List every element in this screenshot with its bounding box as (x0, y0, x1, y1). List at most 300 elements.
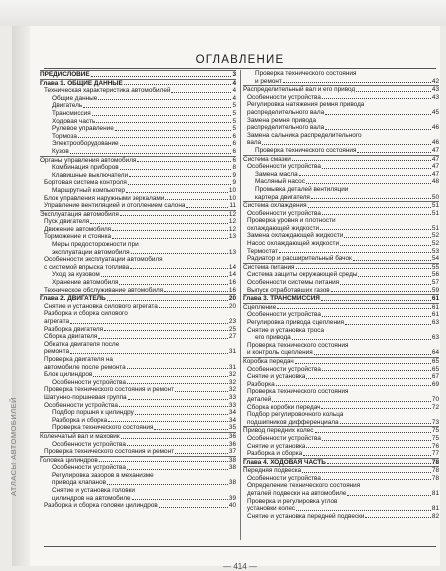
toc-entry (243, 232, 439, 240)
dot-leader (306, 447, 430, 448)
toc-entry-page: 56 (431, 271, 439, 279)
toc-entry (40, 464, 236, 472)
dot-leader (322, 370, 431, 371)
dot-leader (120, 145, 232, 146)
toc-entry (40, 210, 236, 219)
toc-entry (243, 132, 439, 140)
dot-leader (272, 401, 431, 402)
toc-entry-title: Подбор поршня к цилиндру (52, 409, 134, 417)
dot-leader (347, 495, 430, 496)
toc-entry-page: 37 (228, 448, 236, 456)
toc-entry-page: 67 (431, 373, 439, 381)
toc-entry (243, 482, 439, 490)
toc-entry (40, 479, 236, 487)
dot-leader (83, 107, 231, 108)
toc-entry-title: Проверка технического состояния (255, 146, 357, 154)
dot-leader (127, 368, 228, 369)
toc-entry (243, 458, 439, 467)
dot-leader (296, 268, 431, 269)
book-page (9, 26, 440, 571)
dot-leader (112, 238, 228, 239)
toc-entry-title: Особенности устройства (247, 365, 321, 373)
toc-entry-page: 13 (228, 233, 236, 241)
toc-entry-title: Замена ремня привода (247, 116, 317, 124)
toc-entry-page: 27 (228, 333, 236, 341)
toc-entry-page: 25 (228, 325, 236, 333)
toc-entry-page: 63 (431, 319, 439, 326)
toc-entry (40, 125, 236, 133)
toc-entry-title: с системой впрыска топлива (44, 263, 130, 271)
toc-entry (40, 256, 236, 264)
toc-heading: ОГЛАВЛЕНИЕ (195, 54, 285, 66)
toc-entry-page: 13 (228, 248, 236, 256)
toc-entry-title: Особенности устройства (52, 440, 126, 448)
toc-entry (40, 348, 236, 356)
toc-entry-title: Особенности устройства (247, 163, 321, 171)
dot-leader (115, 130, 232, 131)
toc-entry (40, 356, 236, 364)
dot-leader (292, 339, 431, 340)
toc-entry (40, 487, 236, 495)
toc-entry-page: 47 (431, 163, 439, 171)
toc-entry-page: 10 (228, 194, 236, 202)
dot-leader (302, 472, 431, 473)
dot-leader (120, 169, 232, 170)
toc-entry-page: 9 (232, 171, 236, 179)
toc-entry-page: 77 (431, 450, 439, 458)
toc-entry-page: 51 (431, 224, 439, 232)
toc-entry-page: 61 (431, 311, 439, 319)
dot-leader (90, 223, 228, 224)
toc-entry-title: агрегата (44, 318, 70, 325)
toc-entry (243, 388, 439, 396)
toc-entry (243, 342, 439, 350)
toc-entry-title: подшипников дифференциала (247, 418, 339, 426)
toc-entry-title: Снятие и установка (247, 442, 306, 450)
toc-entry-page: 34 (228, 416, 236, 424)
toc-entry-title: Система охлаждения (243, 202, 307, 210)
dot-leader (91, 76, 232, 77)
toc-entry-title: Особенности устройства (247, 311, 321, 319)
dot-leader (276, 385, 431, 386)
toc-entry-title: Техническая характеристика автомобилей (44, 87, 171, 95)
toc-entry-page: 14 (228, 263, 236, 271)
toc-entry (40, 233, 236, 241)
dot-leader (127, 469, 228, 470)
dot-leader (296, 510, 431, 511)
toc-entry-title: Глава 1. ОБЩИЕ ДАННЫЕ (40, 79, 123, 87)
toc-entry-title: Регулировка натяжения ремня привода (247, 101, 365, 109)
toc-entry (243, 466, 439, 475)
toc-entry (243, 404, 439, 412)
toc-entry-title: эксплуатации автомобиля (52, 248, 130, 256)
toc-entry (243, 139, 439, 147)
dot-leader (119, 284, 227, 285)
toc-entry (40, 333, 236, 341)
dot-leader (159, 507, 228, 508)
toc-entry-title: Маршрутный компьютер (52, 186, 125, 194)
dot-leader (128, 399, 228, 400)
toc-entry-page: 6 (232, 147, 236, 155)
toc-entry (40, 386, 236, 394)
toc-entry-title: Проверка и регулировка углов (247, 497, 338, 505)
toc-entry-title: Движение автомобиля (44, 225, 112, 233)
toc-entry-page: 42 (431, 77, 439, 85)
toc-entry-page: 38 (228, 464, 236, 472)
dot-leader (107, 484, 228, 485)
toc-entry-page: 50 (431, 193, 439, 201)
toc-entry (40, 371, 236, 379)
toc-entry (243, 498, 439, 506)
toc-entry-page: 54 (431, 255, 439, 263)
toc-entry-title: вала (247, 139, 262, 147)
dot-leader (308, 207, 431, 208)
toc-entry (243, 147, 439, 155)
toc-entry (243, 194, 439, 202)
dot-leader (175, 453, 228, 454)
dot-leader (159, 307, 228, 308)
toc-entry (243, 357, 439, 366)
toc-entry-title: Разборка и сборка (247, 450, 303, 458)
toc-entry-page: 12 (228, 225, 236, 233)
toc-entry (243, 255, 439, 263)
dot-leader (358, 276, 430, 277)
toc-entry (40, 379, 236, 387)
toc-entry-page: 16 (228, 286, 236, 294)
toc-entry (40, 409, 236, 417)
toc-entry (243, 475, 439, 483)
toc-entry-title: Техническое обслуживание автомобиля (44, 286, 164, 294)
toc-entry (40, 424, 236, 432)
toc-entry-title: Термостат (247, 247, 278, 255)
toc-entry (40, 218, 236, 226)
dot-leader (295, 363, 431, 364)
dot-leader (331, 291, 431, 292)
dot-leader (119, 406, 228, 407)
toc-entry-title: Разборка и сборка (52, 416, 108, 424)
toc-entry-title: Снятие и установка (247, 373, 306, 381)
toc-entry-page: 6 (232, 156, 236, 164)
toc-entry (243, 490, 439, 498)
toc-entry-title: Привод передних колес (243, 427, 314, 435)
toc-entry-page: 70 (431, 395, 439, 403)
toc-entry (243, 279, 439, 287)
dot-leader (127, 445, 228, 446)
toc-entry-page: 46 (431, 139, 439, 147)
toc-entry-title: деталей подвески на автомобиле (247, 490, 347, 498)
column-divider (240, 70, 241, 540)
toc-entry-page: 52 (431, 232, 439, 240)
toc-entry-title: Сборка двигателя (44, 333, 98, 341)
toc-entry-page: 69 (431, 380, 439, 388)
toc-entry-page: 55 (431, 263, 439, 271)
toc-entry-page: 38 (228, 479, 236, 487)
dot-leader (315, 432, 431, 433)
toc-entry (40, 187, 236, 195)
toc-entry-title: Особенности устройства (52, 464, 126, 472)
toc-entry (40, 394, 236, 402)
toc-entry-title: Общие данные (52, 94, 98, 102)
toc-entry-page: 78 (431, 474, 439, 482)
toc-entry-page: 9 (232, 179, 236, 187)
toc-entry (243, 78, 439, 86)
toc-entry-title: Проверка уровня и плотности (247, 217, 336, 225)
toc-entry-page: 4 (232, 79, 236, 87)
toc-entry-page: 20 (228, 302, 236, 310)
toc-entry-page: 47 (431, 146, 439, 154)
toc-entry-title: Регулировка зазоров в механизме (52, 471, 154, 479)
toc-entry-page: 52 (431, 240, 439, 248)
toc-entry-title: Разборка двигателя (44, 325, 104, 333)
toc-entry (243, 349, 439, 357)
toc-entry-page: 76 (431, 442, 439, 450)
dot-leader (129, 176, 231, 177)
toc-entry-title: Проверка двигателя на (44, 355, 113, 363)
toc-entry (40, 441, 236, 449)
heading-rule (44, 68, 436, 69)
dot-leader (131, 253, 228, 254)
dot-leader (306, 378, 430, 379)
dot-leader (92, 115, 232, 116)
toc-entry-title: Коленчатый вал и маховик (40, 432, 120, 440)
toc-entry-page: 75 (431, 427, 439, 435)
toc-entry-title: Регулировка привода сцепления (247, 319, 345, 326)
dot-leader (70, 153, 232, 154)
toc-entry-title: цилиндров на автомобиле (52, 494, 131, 502)
dot-leader (175, 391, 228, 392)
toc-entry-page: 51 (431, 209, 439, 217)
toc-entry-title: Двигатель (52, 102, 83, 110)
toc-entry-title: Снятие и установка передней подвески (247, 512, 365, 520)
toc-entry-page: 32 (228, 371, 236, 379)
toc-entry-page: 75 (431, 434, 439, 442)
toc-entry-title: ремонта (44, 348, 69, 356)
toc-entry-page: 81 (431, 490, 439, 498)
toc-entry-title: Разборка и сборка силового (44, 310, 128, 318)
toc-entry (40, 303, 236, 311)
toc-entry (40, 156, 236, 165)
footer-rule (44, 546, 436, 547)
toc-entry-title: Торможение и стоянка (44, 233, 112, 241)
scan-top-band (0, 0, 446, 26)
toc-entry (40, 502, 236, 510)
toc-entry (40, 364, 236, 372)
toc-entry (40, 70, 236, 79)
dot-leader (186, 207, 228, 208)
toc-entry (40, 118, 236, 126)
dot-leader (127, 383, 228, 384)
toc-entry-page: 11 (229, 202, 236, 210)
dot-leader (70, 353, 228, 354)
toc-entry (40, 87, 236, 95)
toc-entry-title: Проверка технического состояния (247, 388, 349, 396)
toc-entry-page: 51 (431, 202, 439, 210)
toc-entry (243, 396, 439, 404)
toc-entry-title: Шатунно-поршневая группа (44, 393, 127, 401)
dot-leader (320, 229, 431, 230)
dot-leader (78, 137, 232, 138)
toc-entry-title: распределительного вала (247, 108, 325, 116)
toc-entry-page: 32 (228, 378, 236, 386)
toc-entry-title: деталей (247, 395, 272, 403)
toc-entry-title: Проверка технического состояния (52, 424, 154, 432)
toc-entry-title: Система питания (243, 263, 295, 271)
dot-leader (322, 316, 431, 317)
toc-entry-title: Проверка технического состояния и ремонт (44, 448, 175, 456)
toc-entry (40, 279, 236, 287)
toc-entry-title: Сцепление (243, 303, 277, 311)
toc-entry-title: привода клапанов (52, 479, 107, 487)
toc-entry-page: 81 (431, 505, 439, 513)
toc-entry-page: 3 (232, 71, 236, 78)
toc-entry-title: Определение технического состояния (247, 482, 361, 490)
toc-entry-page: 36 (228, 432, 236, 440)
toc-entry (40, 448, 236, 456)
toc-entry-page: 33 (228, 393, 236, 401)
toc-entry-title: Блок цилиндров (44, 371, 93, 379)
toc-entry-page: 38 (228, 456, 236, 464)
toc-entry (243, 178, 439, 186)
dot-leader (154, 429, 227, 430)
toc-entry-title: Особенности системы питания (247, 279, 340, 287)
dot-leader (135, 414, 228, 415)
toc-entry (40, 172, 236, 180)
toc-entry-page: 65 (431, 357, 439, 365)
toc-entry-title: Замена сальника распределительного (247, 131, 362, 139)
toc-entry-title: установки колес (247, 505, 296, 513)
toc-entry (40, 249, 236, 257)
toc-entry-page: 20 (228, 295, 236, 303)
toc-entry-page: 59 (431, 286, 439, 294)
dot-leader (121, 438, 228, 439)
toc-entry (243, 94, 439, 102)
toc-entry (243, 381, 439, 389)
toc-entry (243, 294, 439, 303)
toc-entry (40, 202, 236, 210)
toc-entry (243, 327, 439, 335)
toc-entry (243, 101, 439, 109)
dot-leader (325, 114, 431, 115)
toc-entry-page: 35 (228, 424, 236, 432)
toc-entry-page: 78 (431, 467, 439, 475)
toc-entry-page: 8 (232, 164, 236, 172)
toc-entry-title: Распределительный вал и его привод (243, 86, 356, 94)
toc-entry-title: Уход за кузовом (52, 271, 100, 279)
toc-entry (243, 311, 439, 319)
toc-entry (40, 226, 236, 234)
dot-leader (164, 291, 228, 292)
toc-entry-page: 5 (232, 125, 236, 133)
toc-entry-title: ПРЕДИСЛОВИЕ (40, 71, 90, 78)
toc-entry-page: 48 (431, 178, 439, 186)
toc-entry-page: 36 (228, 440, 236, 448)
toc-entry-page: 32 (228, 386, 236, 394)
toc-entry-title: Обкатка двигателя после (44, 340, 120, 348)
toc-entry-title: Электрооборудование (52, 140, 119, 148)
toc-entry-title: и ремонт (255, 77, 282, 85)
dot-leader (322, 98, 431, 99)
toc-entry-page: 10 (228, 186, 236, 194)
dot-leader (340, 423, 431, 424)
toc-entry (243, 240, 439, 248)
toc-entry-title: Особенности устройства (44, 401, 118, 409)
dot-leader (322, 214, 431, 215)
toc-entry-title: Особенности устройства (247, 93, 321, 101)
dot-leader (356, 91, 431, 92)
toc-entry (40, 264, 236, 272)
toc-entry (243, 271, 439, 279)
toc-entry-page: 5 (232, 102, 236, 110)
toc-entry (40, 310, 236, 318)
dot-leader (99, 461, 228, 462)
toc-entry (243, 450, 439, 458)
dot-leader (98, 338, 228, 339)
toc-entry-title: Комбинация приборов (52, 164, 119, 172)
toc-entry-title: Органы управления автомобиля (40, 156, 137, 164)
toc-entry (40, 241, 236, 249)
toc-entry-page: 65 (431, 365, 439, 373)
toc-entry-title: автомобиле после ремонта (44, 363, 126, 371)
dot-leader (327, 463, 431, 464)
dot-leader (321, 300, 431, 301)
toc-entry (243, 303, 439, 312)
dot-leader (306, 183, 431, 184)
toc-entry (243, 435, 439, 443)
toc-entry (40, 164, 236, 172)
toc-entry (243, 248, 439, 256)
dot-leader (311, 198, 431, 199)
toc-entry-page: 46 (431, 124, 439, 132)
toc-entry-page: 73 (431, 418, 439, 426)
dot-leader (340, 245, 431, 246)
toc-entry-title: его привода (255, 334, 291, 342)
toc-entry-title: Коробка передач (243, 357, 294, 365)
toc-entry-page: 23 (228, 318, 236, 325)
dot-leader (322, 479, 431, 480)
toc-entry-title: Глава 3. ТРАНСМИССИЯ (243, 295, 320, 303)
toc-entry-title: Особенности устройства (247, 474, 321, 482)
toc-entry-title: Сборка коробки передач (247, 403, 321, 411)
toc-entry (243, 419, 439, 427)
toc-entry-title: Подбор регулировочного кольца (247, 411, 344, 419)
toc-entry-title: Головка цилиндров (40, 456, 98, 464)
toc-entry-page: 34 (228, 409, 236, 417)
toc-entry-page: 6 (232, 140, 236, 148)
toc-entry (243, 210, 439, 218)
toc-entry (243, 124, 439, 132)
toc-entry (243, 513, 439, 521)
dot-leader (124, 84, 232, 85)
toc-entry (40, 110, 236, 118)
toc-entry-title: Меры предосторожности при (52, 241, 139, 249)
toc-entry (40, 195, 236, 203)
toc-entry-title: Масляный насос (255, 178, 305, 186)
toc-entry-title: Разборка и сборка головки цилиндров (44, 502, 158, 510)
toc-entry-page: 4 (232, 87, 236, 95)
dot-leader (112, 230, 228, 231)
toc-entry-title: Блок управления наружными зеркалами (44, 194, 165, 202)
toc-entry-page: 61 (431, 303, 439, 311)
toc-entry-page: 63 (431, 334, 439, 342)
toc-entry (243, 411, 439, 419)
toc-entry (40, 456, 236, 465)
toc-entry-title: Снятие и установка силового агрегата (44, 302, 158, 310)
toc-entry-title: Ходовая часть (52, 117, 96, 125)
toc-entry-title: Управление вентиляцией и отоплением салона (44, 202, 186, 210)
dot-leader (279, 252, 431, 253)
toc-entry-page: 43 (431, 86, 439, 94)
dot-leader (98, 99, 231, 100)
